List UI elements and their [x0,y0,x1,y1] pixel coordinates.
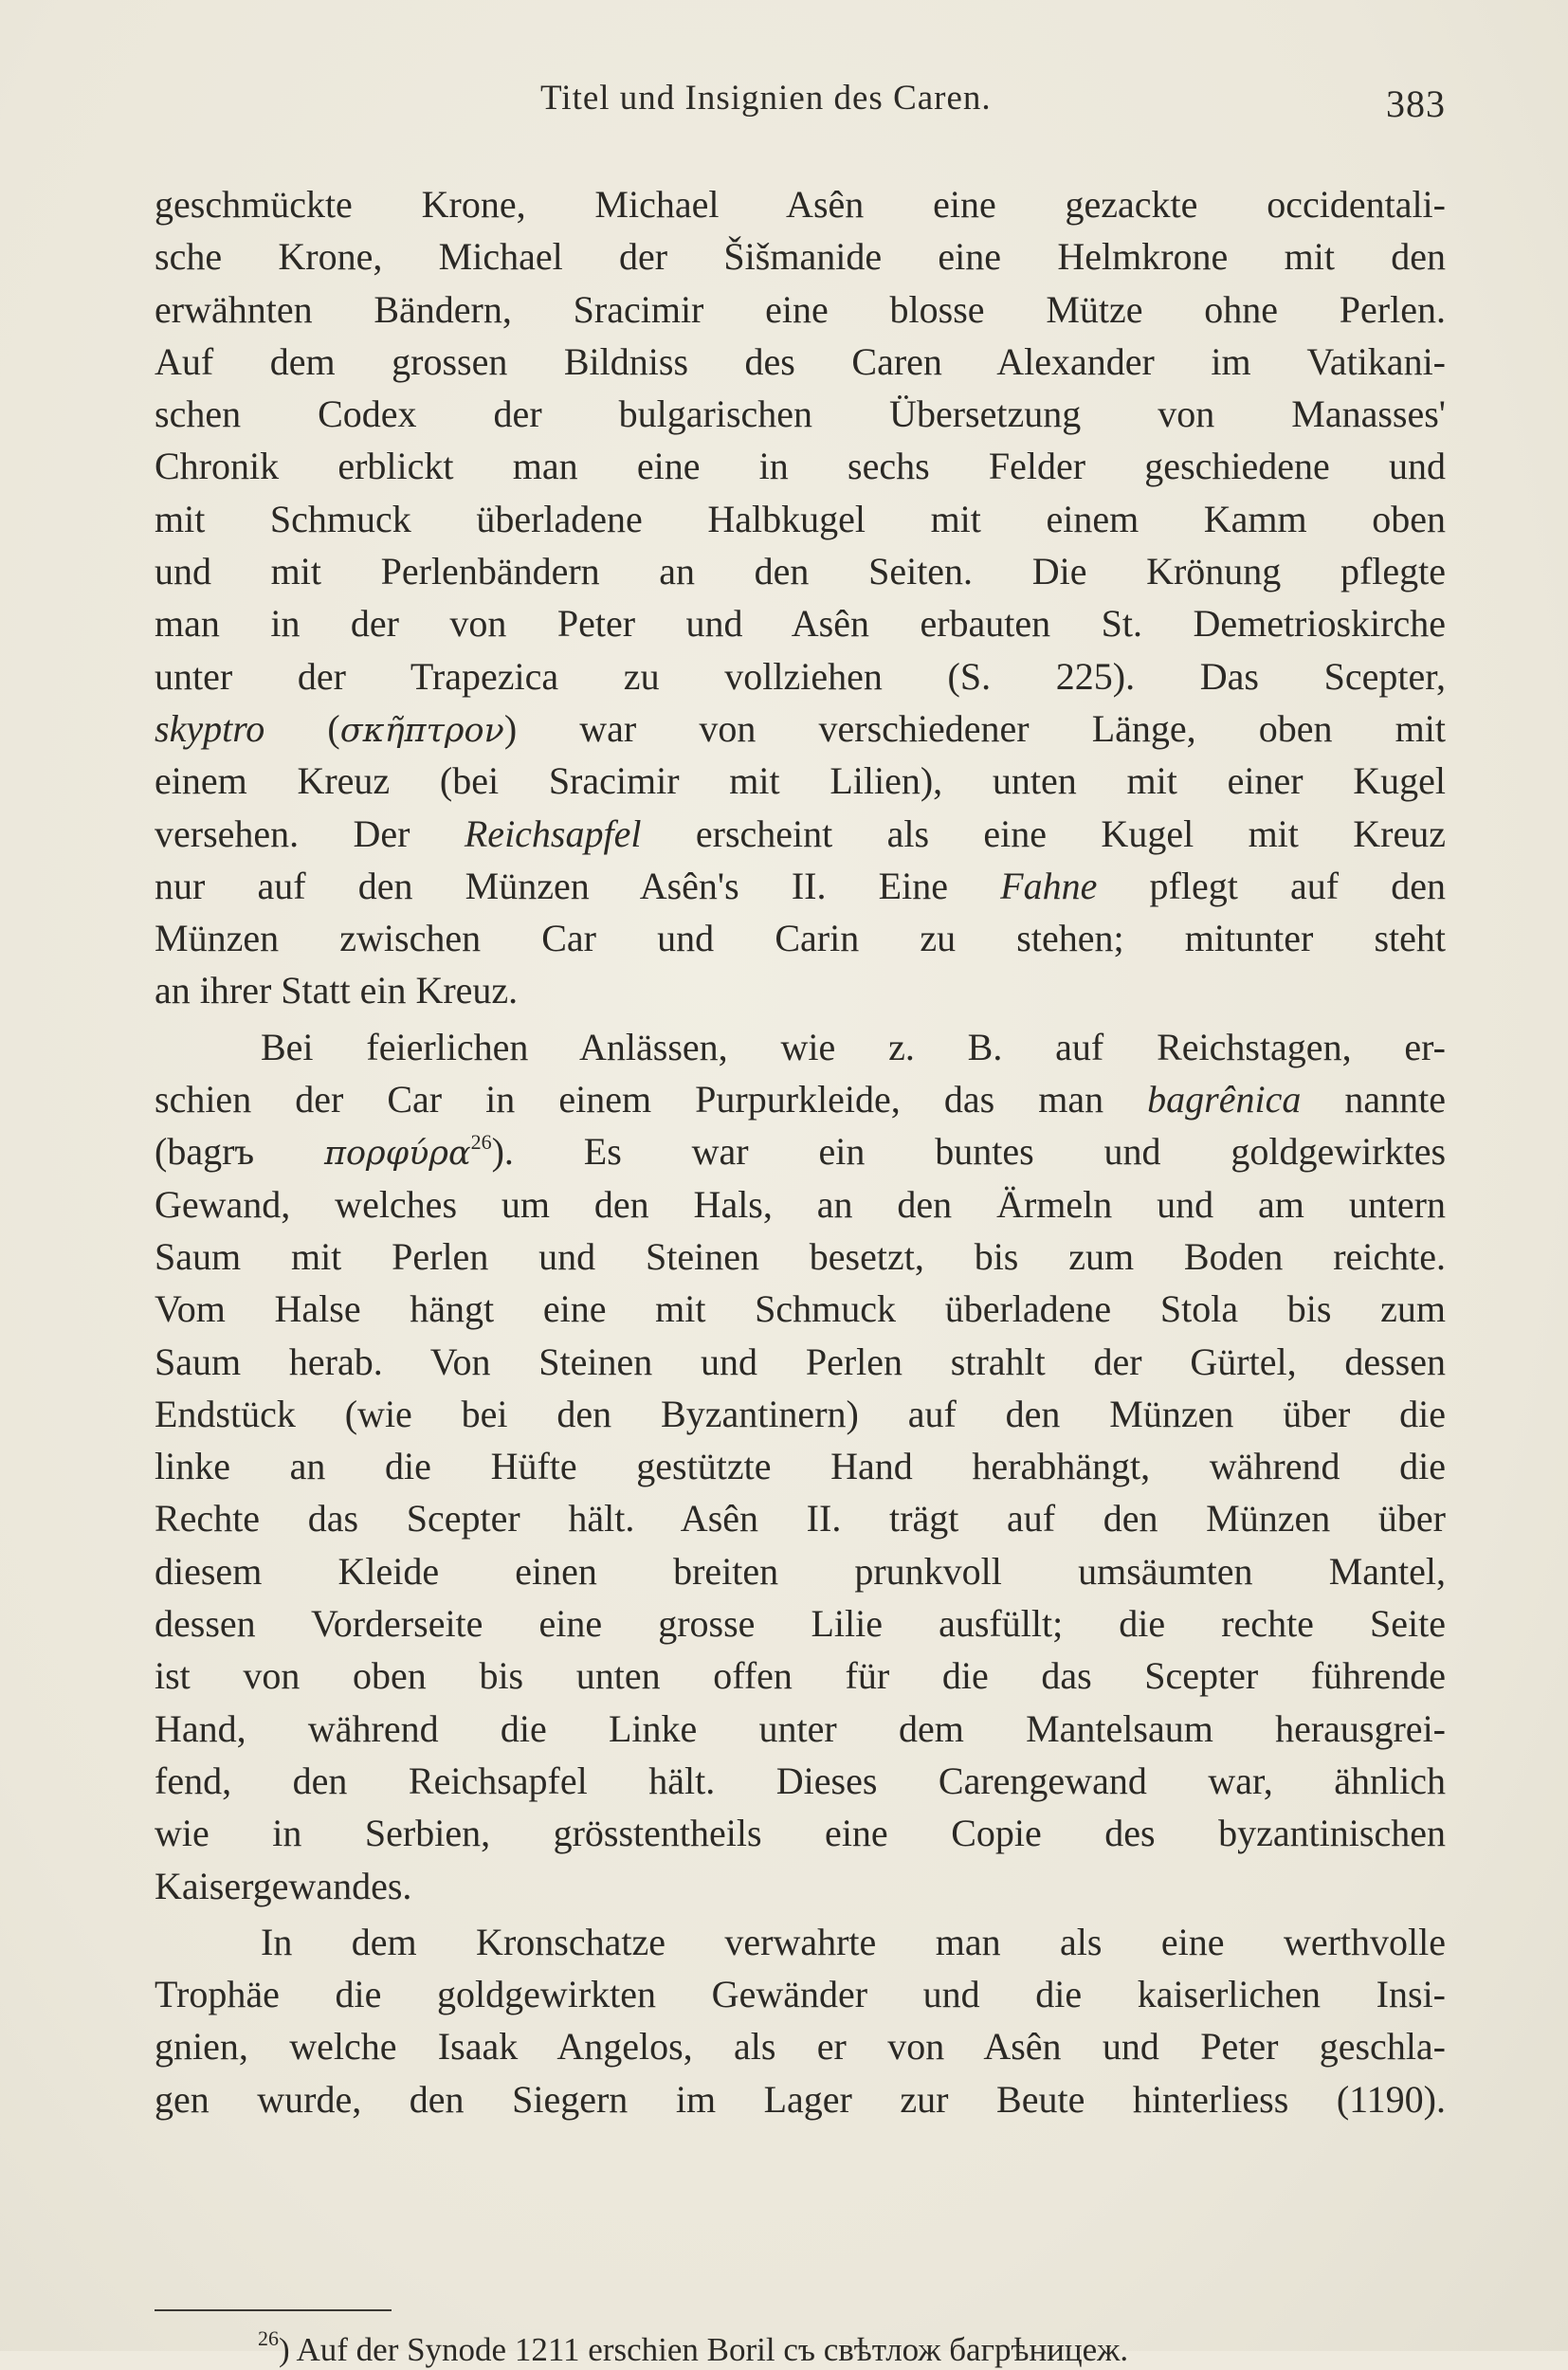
line-after: ). Es war ein buntes und goldgewirktes [491,1130,1447,1174]
text-line: Trophäe die goldgewirkten Gewänder und die kaiserlichen Insi- [155,1973,1446,2016]
text-line: unter der Trapezica zu vollziehen (S. 225). Das Scepter, [155,654,1446,698]
text-line: geschmückte Krone, Michael Asên eine gezackte occidentali- [155,183,1446,226]
paragraph-2 [155,1021,1446,1912]
text-line: erwähnten Bändern, Sracimir eine blosse Mütze ohne Perlen. [155,287,1446,331]
line-after: erscheint als eine Kugel mit Kreuz [641,811,1446,855]
text-line: ist von oben bis unten offen für die das Scepter führende [155,1654,1446,1698]
text-line: Saum mit Perlen und Steinen besetzt, bis zum Boden reichte. [155,1234,1446,1278]
text-line [155,808,1446,860]
footnote-marker: 26 [258,2326,279,2350]
text-line: Hand, während die Linke unter dem Mantelsaum herausgrei- [155,1706,1446,1750]
page-number: 383 [1386,82,1446,125]
text-line: diesem Kleide einen breiten prunkvoll umsäumten Mantel, [155,1549,1446,1593]
text-line [155,1073,1446,1125]
line-before: versehen. Der [155,811,465,855]
text-line: Vom Halse hängt eine mit Schmuck überladene Stola bis zum [155,1287,1446,1331]
text-line: linke an die Hüfte gestützte Hand herabhängt, während die [155,1445,1446,1488]
text-line: sche Krone, Michael der Šišmanide eine Helmkrone mit den [155,235,1446,279]
text-line: Chronik erblickt man eine in sechs Felder geschiedene und [155,445,1446,488]
text-line: gen wurde, den Siegern im Lager zur Beute hinterliess (1190). [155,2077,1446,2121]
line-rest: ) war von verschiedener Länge, oben mit [503,706,1446,750]
text-line: Rechte das Scepter hält. Asên II. trägt auf den Münzen über [155,1497,1446,1540]
italic-term: Reichsapfel [464,811,642,855]
body-text [155,178,1446,2125]
text-line: man in der von Peter und Asên erbauten St. Demetrioskirche [155,602,1446,646]
line-after: nannte [1301,1078,1447,1121]
line-before: schien der Car in einem Purpurkleide, das man [155,1078,1148,1121]
italic-term: Fahne [1000,864,1098,907]
text-line [155,860,1446,912]
text-line: schen Codex der bulgarischen Übersetzung von Manasses' [155,392,1446,436]
text-line: Münzen zwischen Car und Carin zu stehen; mitunter steht [155,917,1446,960]
italic-term: skyptro [155,706,265,750]
running-header [152,68,1455,135]
text-line: gnien, welche Isaak Angelos, als er von Asên und Peter geschla- [155,2025,1446,2069]
paragraph-1 [155,178,1446,1017]
paren-open: ( [327,706,340,750]
text-line: Gewand, welches um den Hals, an den Ärmeln und am untern [155,1182,1446,1226]
text-line: Kaisergewandes. [155,1864,412,1907]
text-line: fend, den Reichsapfel hält. Dieses Carengewand war, ähnlich [155,1759,1446,1802]
text-line: einem Kreuz (bei Sracimir mit Lilien), unten mit einer Kugel [155,759,1446,803]
text-line [155,1125,1446,1177]
text-line: dessen Vorderseite eine grosse Lilie ausfüllt; die rechte Seite [155,1602,1446,1646]
text-line: Auf dem grossen Bildniss des Caren Alexander im Vatikani- [155,339,1446,383]
line-before: (bagrъ [155,1130,324,1174]
footnote-rule [155,2309,392,2311]
footnote [258,2326,1490,2370]
paragraph-3 [155,1916,1446,2125]
footnote-ref[interactable]: 26 [470,1130,492,1155]
text-line [155,702,1446,755]
running-title: Titel und Insignien des Caren. [540,79,992,118]
text-line: wie in Serbien, grösstentheils eine Copie des byzantinischen [155,1812,1446,1855]
greek-term: πορφύρα [323,1135,471,1174]
text-line: und mit Perlenbändern an den Seiten. Die Krönung pflegte [155,550,1446,593]
text-line: an ihrer Statt ein Kreuz. [155,969,519,1012]
text-line: Saum herab. Von Steinen und Perlen strahlt der Gürtel, dessen [155,1340,1446,1383]
greek-term: σκῆπτρον [339,711,504,750]
text-line: mit Schmuck überladene Halbkugel mit einem Kamm oben [155,497,1446,540]
footnote-text: ) Auf der Synode 1211 erschien Boril съ свѣтлож багрѣницеж. [279,2331,1129,2368]
text-line: Bei feierlichen Anlässen, wie z. B. auf Reichstagen, er- [261,1025,1446,1068]
text-line: In dem Kronschatze verwahrte man als eine werthvolle [261,1920,1446,1963]
line-after: pflegt auf den [1097,864,1446,907]
line-before: nur auf den Münzen Asên's II. Eine [155,864,1001,907]
italic-term: bagrênica [1147,1078,1302,1121]
text-line: Endstück (wie bei den Byzantinern) auf den Münzen über die [155,1392,1446,1435]
